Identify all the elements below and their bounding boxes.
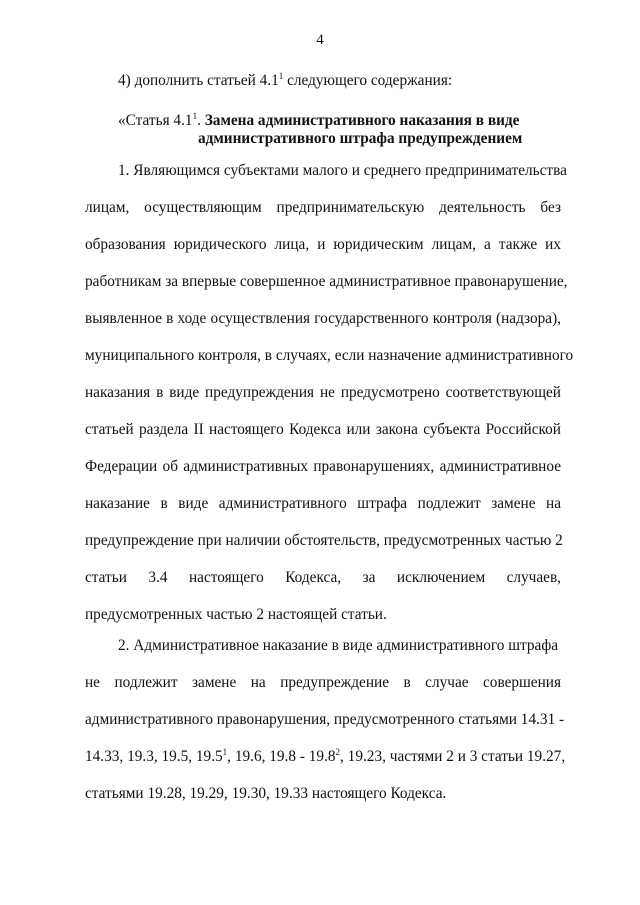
intro-text-tail: следующего содержания:	[283, 72, 453, 89]
paragraph-2-line: статьями 19.28, 19.29, 19.30, 19.33 настоящего Кодекса.	[85, 785, 447, 802]
articles-list-superscript-1: 1	[222, 746, 228, 757]
articles-list-c: , 19.23, частями 2 и 3 статьи 19.27,	[340, 748, 566, 765]
articles-list-b: , 19.6, 19.8 - 19.8	[227, 748, 336, 765]
article-label-superscript: 1	[192, 110, 198, 121]
paragraph-1-line: статьей раздела II настоящего Кодекса или закона субъекта Российской	[85, 421, 561, 438]
intro-text: 4) дополнить статьей 4.1	[118, 72, 279, 89]
paragraph-1-line: 1. Являющимся субъектами малого и среднего предпринимательства	[118, 162, 567, 179]
intro-superscript: 1	[278, 70, 284, 81]
page-number: 4	[316, 32, 324, 48]
paragraph-1-line: предусмотренных частью 2 настоящей статьи.	[85, 606, 387, 623]
paragraph-1-line: лицам, осуществляющим предпринимательскую деятельность без	[85, 199, 561, 216]
paragraph-1-line: выявленное в ходе осуществления государственного контроля (надзора),	[85, 310, 561, 327]
paragraph-2-line: не подлежит замене на предупреждение в случае совершения	[85, 674, 561, 691]
paragraph-1-line: образования юридического лица, и юридическим лицам, а также их	[85, 236, 561, 253]
article-title-line1: Замена административного наказания в виде	[204, 112, 520, 129]
paragraph-1-line: работникам за впервые совершенное административное правонарушение,	[85, 273, 568, 290]
article-title-line2: административного штрафа предупреждением	[198, 130, 523, 147]
articles-list-a: 14.33, 19.3, 19.5, 19.5	[85, 748, 223, 765]
intro-line	[118, 72, 594, 90]
paragraph-2-line	[85, 746, 566, 766]
paragraph-2-line: 2. Административное наказание в виде административного штрафа	[118, 637, 559, 654]
article-heading	[118, 112, 594, 130]
article-label: «Статья 4.1	[118, 112, 193, 129]
paragraph-1-line: муниципального контроля, в случаях, если назначение административного	[85, 347, 574, 364]
paragraph-1-line: наказание в виде административного штрафа подлежит замене на	[85, 495, 561, 512]
article-label-dot: .	[197, 112, 205, 129]
paragraph-1-line: предупреждение при наличии обстоятельств, предусмотренных частью 2	[85, 532, 563, 549]
paragraph-1-line: Федерации об административных правонарушениях, административное	[85, 458, 561, 475]
paragraph-1-line: наказания в виде предупреждения не предусмотрено соответствующей	[85, 384, 561, 401]
articles-list-superscript-2: 2	[335, 746, 341, 757]
paragraph-2-line: административного правонарушения, предусмотренного статьями 14.31 -	[85, 711, 565, 728]
paragraph-1-line: статьи 3.4 настоящего Кодекса, за исключением случаев,	[85, 569, 561, 586]
